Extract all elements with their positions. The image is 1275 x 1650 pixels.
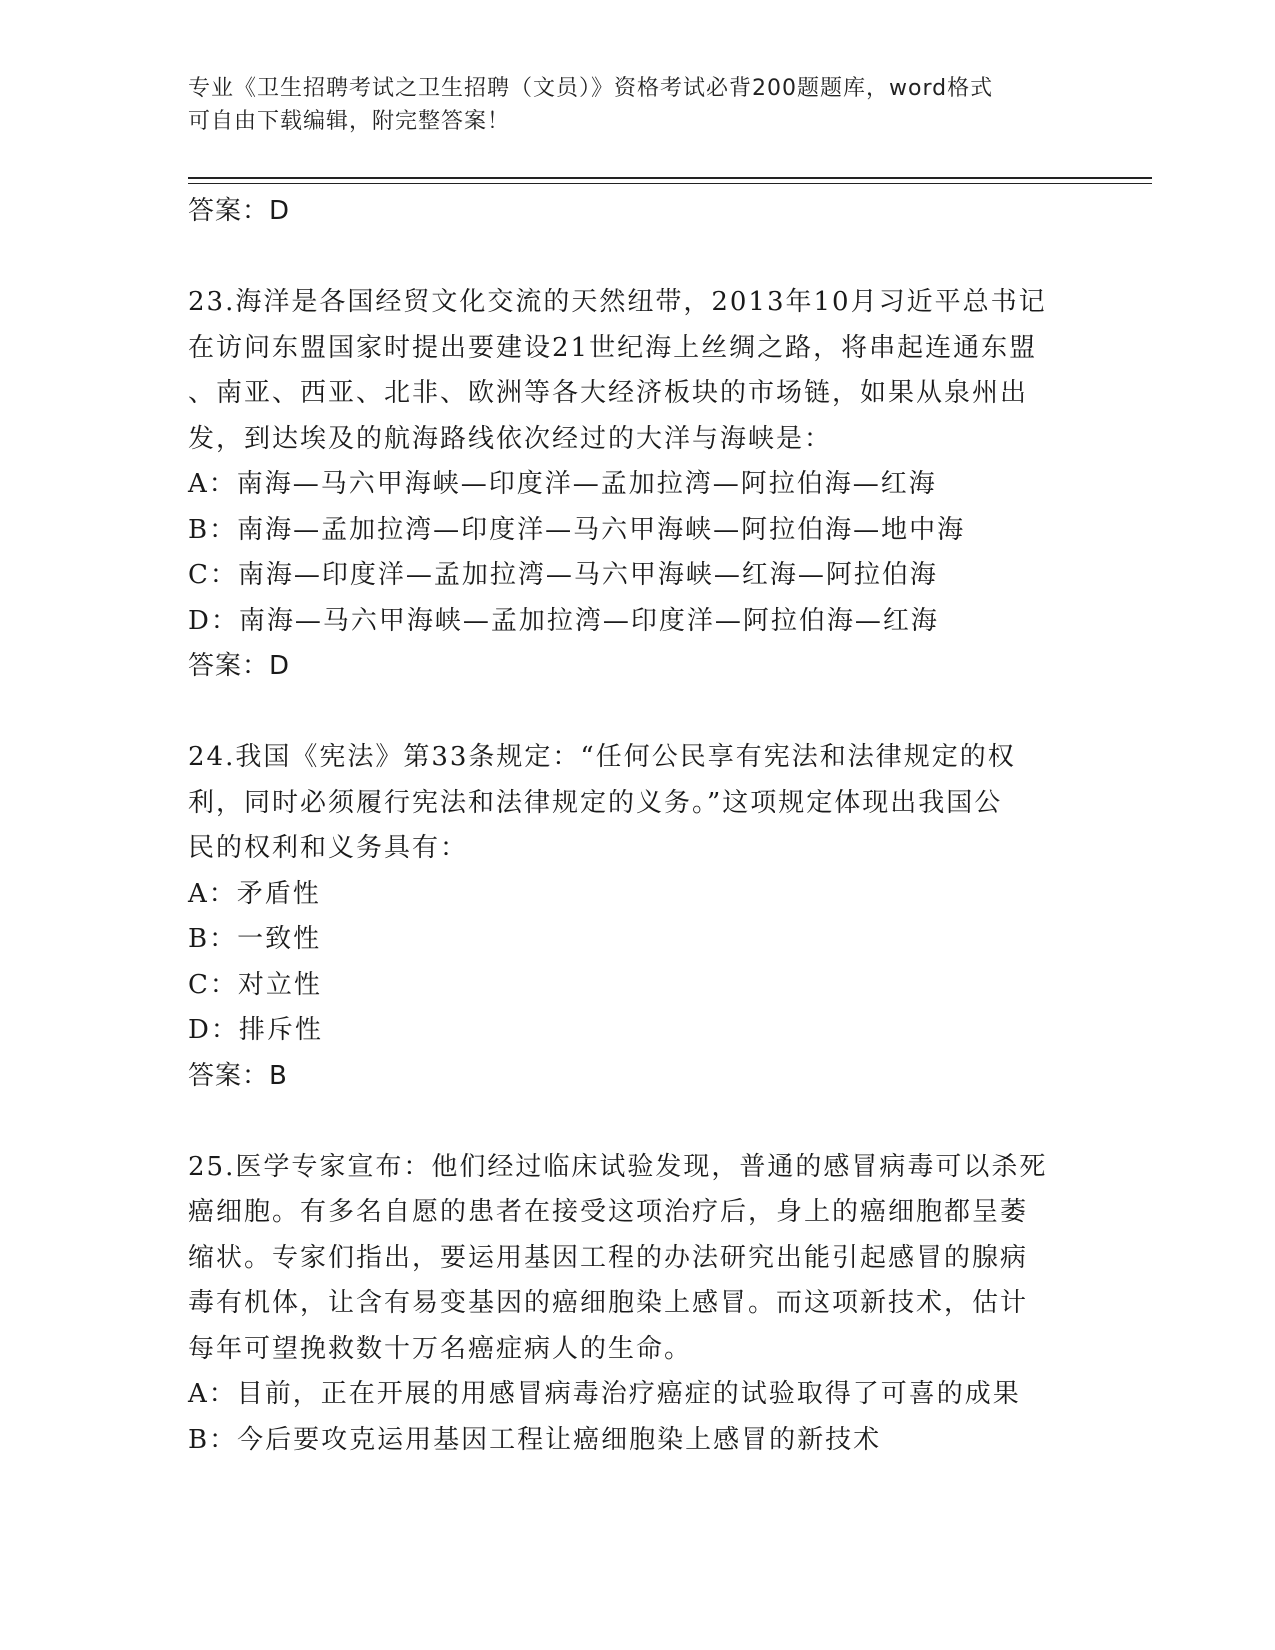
question-23 xyxy=(188,280,1088,690)
document-body xyxy=(188,189,1088,1463)
question-stem-line: 毒有机体，让含有易变基因的癌细胞染上感冒。而这项新技术，估计 xyxy=(188,1288,1029,1318)
question-stem-line: 24.我国《宪法》第33条规定：“任何公民享有宪法和法律规定的权 xyxy=(188,742,1016,772)
header-divider-thick xyxy=(188,177,1152,179)
option-c: C：对立性 xyxy=(188,969,322,1000)
question-stem-line: 癌细胞。有多名自愿的患者在接受这项治疗后，身上的癌细胞都呈萎 xyxy=(188,1197,1029,1227)
option-a: A：矛盾性 xyxy=(188,878,321,909)
option-b: B：今后要攻克运用基因工程让癌细胞染上感冒的新技术 xyxy=(188,1424,882,1455)
document-header xyxy=(188,72,1068,138)
question-stem-line: 在访问东盟国家时提出要建设21世纪海上丝绸之路，将串起连通东盟 xyxy=(188,332,1038,363)
question-stem-line: 每年可望挽救数十万名癌症病人的生命。 xyxy=(188,1333,693,1364)
spacer xyxy=(188,235,1088,281)
question-stem-line: 23.海洋是各国经贸文化交流的天然纽带，2013年10月习近平总书记 xyxy=(188,287,1047,317)
option-b: B：一致性 xyxy=(188,924,322,954)
question-24 xyxy=(188,735,1088,1099)
question-stem-line: 缩状。专家们指出，要运用基因工程的办法研究出能引起感冒的腺病 xyxy=(188,1242,1029,1273)
question-stem-line: 发，到达埃及的航海路线依次经过的大洋与海峡是： xyxy=(188,423,833,454)
question-stem-line: 利，同时必须履行宪法和法律规定的义务。”这项规定体现出我国公 xyxy=(188,787,1003,818)
option-a: A：目前，正在开展的用感冒病毒治疗癌症的试验取得了可喜的成果 xyxy=(188,1379,1021,1409)
header-divider-thin xyxy=(188,183,1152,184)
question-answer: 答案：D xyxy=(188,651,291,681)
option-d: D：排斥性 xyxy=(188,1015,323,1045)
question-stem-line: 民的权利和义务具有： xyxy=(188,833,469,863)
previous-question-answer: 答案：D xyxy=(188,196,291,226)
option-a: A：南海—马六甲海峡—印度洋—孟加拉湾—阿拉伯海—红海 xyxy=(188,469,937,499)
spacer xyxy=(188,1099,1088,1145)
question-stem-line: 25.医学专家宣布：他们经过临床试验发现，普通的感冒病毒可以杀死 xyxy=(188,1151,1048,1182)
option-c: C：南海—印度洋—孟加拉湾—马六甲海峡—红海—阿拉伯海 xyxy=(188,560,938,590)
question-stem-line: 、南亚、西亚、北非、欧洲等各大经济板块的市场链，如果从泉州出 xyxy=(188,378,1029,408)
spacer xyxy=(188,690,1088,736)
header-line-1: 专业《卫生招聘考试之卫生招聘（文员）》资格考试必背200题题库，word格式 xyxy=(188,76,994,101)
header-line-2: 可自由下载编辑，附完整答案！ xyxy=(188,109,511,134)
option-b: B：南海—孟加拉湾—印度洋—马六甲海峡—阿拉伯海—地中海 xyxy=(188,514,966,545)
option-d: D：南海—马六甲海峡—孟加拉湾—印度洋—阿拉伯海—红海 xyxy=(188,605,939,636)
question-25 xyxy=(188,1145,1088,1464)
question-answer: 答案：B xyxy=(188,1060,288,1091)
